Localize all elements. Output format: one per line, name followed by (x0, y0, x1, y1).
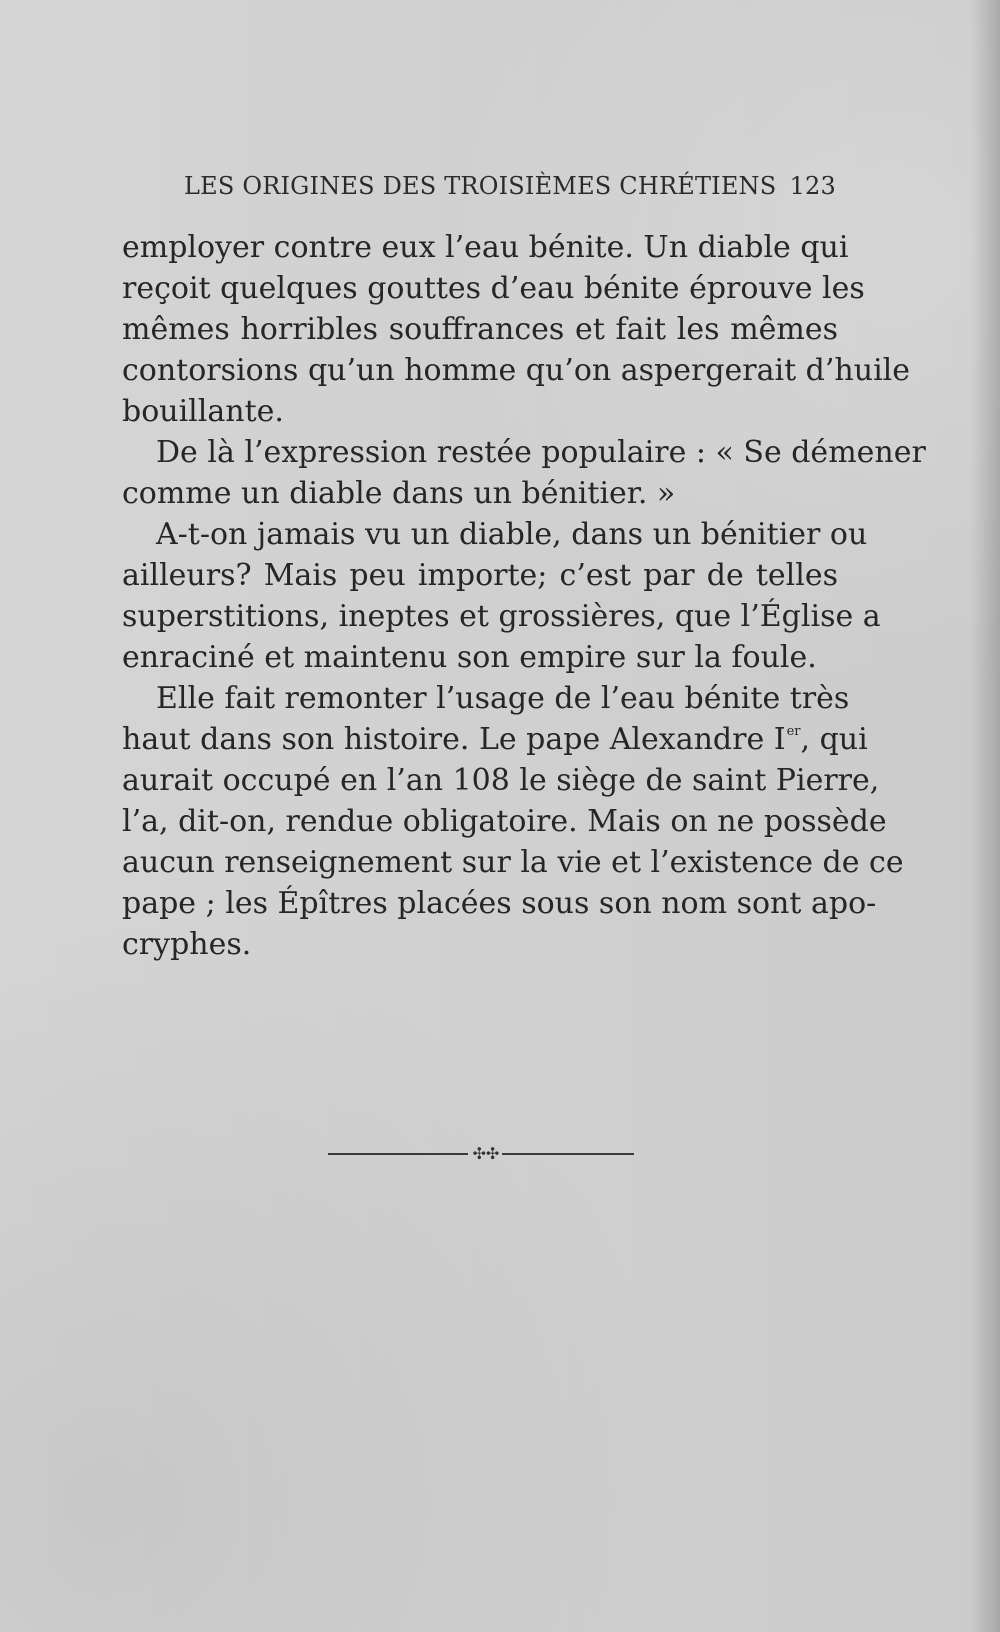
text-line-with-superscript (122, 719, 868, 760)
superscript-phrase (122, 719, 801, 760)
text-line: A-t-on jamais vu un diable, dans un bénitier ou (156, 517, 868, 552)
text-line: employer contre eux l’eau bénite. Un diable qui (122, 230, 849, 265)
ornament-left-rule (328, 1153, 468, 1155)
running-head (184, 169, 836, 203)
running-title: LES ORIGINES DES TROISIÈMES CHRÉTIENS (184, 172, 777, 200)
text-fragment: , qui (800, 722, 868, 757)
text-line: De là l’expression restée populaire : « Se démener (156, 435, 926, 470)
page-number: 123 (789, 172, 836, 200)
text-line: enraciné et maintenu son empire sur la foule. (122, 640, 817, 675)
text-line: comme un diable dans un bénitier. » (122, 476, 676, 511)
ornament-center-mark: ✣✣ (472, 1144, 500, 1163)
text-line: mêmes horribles souffrances et fait les mêmes (122, 312, 838, 347)
text-line: aurait occupé en l’an 108 le siège de saint Pierre, (122, 763, 880, 798)
section-ornament (328, 1146, 634, 1162)
text-line: Elle fait remonter l’usage de l’eau bénite très (156, 681, 850, 716)
text-line: aucun renseignement sur la vie et l’existence de ce (122, 845, 904, 880)
text-line: contorsions qu’un homme qu’on aspergerait d’huile (122, 353, 911, 388)
text-fragment: haut dans son histoire. Le pape Alexandre I (122, 722, 786, 757)
text-line: superstitions, ineptes et grossières, que l’Église a (122, 599, 881, 634)
text-line: pape ; les Épîtres placées sous son nom sont apo- (122, 886, 877, 921)
page-edge-shadow (970, 0, 1000, 1632)
ornament-right-rule (502, 1153, 634, 1155)
text-line: l’a, dit-on, rendue obligatoire. Mais on ne possède (122, 804, 887, 839)
superscript-text: er (786, 724, 801, 739)
text-line: bouillante. (122, 394, 284, 429)
text-line: reçoit quelques gouttes d’eau bénite éprouve les (122, 271, 865, 306)
text-line: cryphes. (122, 927, 252, 962)
text-line: ailleurs? Mais peu importe; c’est par de telles (122, 558, 838, 593)
body-text (122, 227, 926, 965)
